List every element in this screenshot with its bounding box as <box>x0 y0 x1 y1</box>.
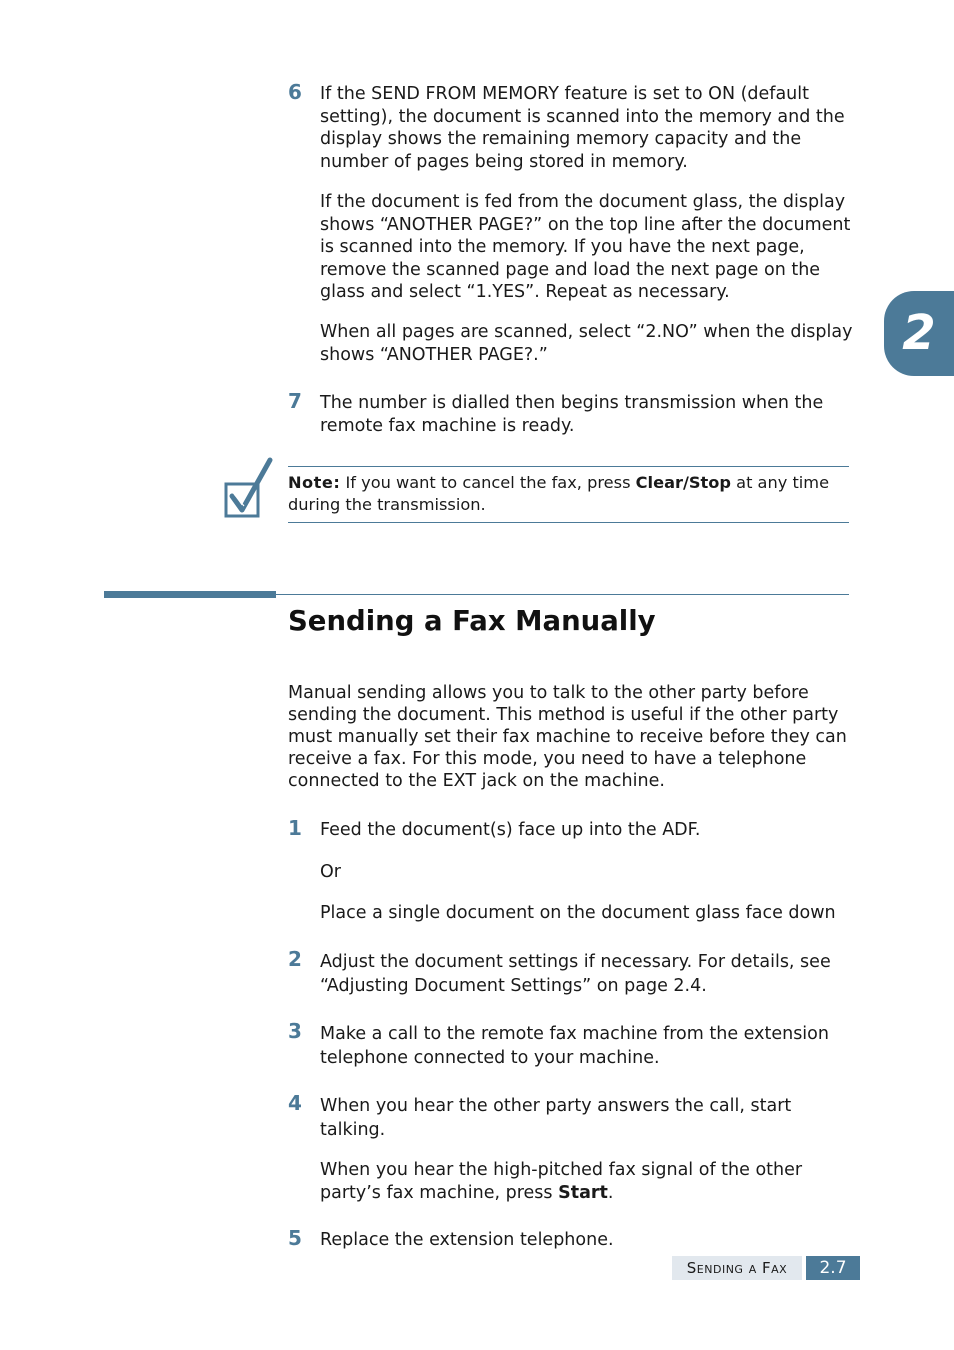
step-1-paragraph-3: Place a single document on the document glass face down <box>320 903 836 923</box>
note-text <box>288 472 848 515</box>
step-number-1: 1 <box>288 816 302 840</box>
step-3-paragraph-1: Make a call to the remote fax machine from the extension telephone connected to your machine. <box>320 1024 829 1068</box>
chapter-tab: 2 <box>884 291 954 376</box>
section-title: Sending a Fax Manually <box>288 605 656 637</box>
step-4-paragraph-2 <box>320 1159 860 1204</box>
footer-section-label <box>672 1256 802 1280</box>
footer-page-number: 2.7 <box>806 1256 860 1280</box>
note-bottom-rule <box>288 522 849 523</box>
note-top-rule <box>288 466 849 467</box>
step-6-paragraph-2: If the document is fed from the document glass, the display shows “ANOTHER PAGE?” on the top line after the document is scanned into the memory. If you have the next page, remove the scanned page and load the next page on the glass and select “1.YES”. Repeat as necessary. <box>320 192 851 302</box>
step-7-paragraph-1: The number is dialled then begins transmission when the remote fax machine is ready. <box>320 393 824 436</box>
step-number-2: 2 <box>288 947 302 971</box>
note-text-before: If you want to cancel the fax, press <box>340 473 636 492</box>
step-6-paragraph-1: If the SEND FROM MEMORY feature is set to ON (default setting), the document is scanned into the memory and the display shows the remaining memory capacity and the number of pages being stored in memory. <box>320 84 845 172</box>
step-number-6: 6 <box>288 80 302 104</box>
step-number-4: 4 <box>288 1091 302 1115</box>
section-bar-thick <box>104 591 276 598</box>
footer-section-text: Sending a Fax <box>686 1259 788 1277</box>
step-1-paragraph-2: Or <box>320 862 341 882</box>
step-number-3: 3 <box>288 1019 302 1043</box>
note-text-after: at any time during the transmission. <box>288 473 830 514</box>
checkmark-note-icon <box>222 456 276 522</box>
step-number-5: 5 <box>288 1226 302 1250</box>
step-1-paragraph-1: Feed the document(s) face up into the ADF. <box>320 820 701 840</box>
step-4-paragraph-1: When you hear the other party answers the call, start talking. <box>320 1096 792 1140</box>
step-5-paragraph-1: Replace the extension telephone. <box>320 1230 614 1250</box>
note-clear-stop: Clear/Stop <box>635 473 731 492</box>
section-bar-thin <box>276 594 849 595</box>
step-6-paragraph-3: When all pages are scanned, select “2.NO” when the display shows “ANOTHER PAGE?.” <box>320 322 853 365</box>
step-number-7: 7 <box>288 389 302 413</box>
note-label: Note: <box>288 473 341 492</box>
step-2-paragraph-1: Adjust the document settings if necessary. For details, see “Adjusting Document Settings” on page 2.4. <box>320 952 831 996</box>
section-intro: Manual sending allows you to talk to the other party before sending the document. This method is useful if the other party must manually set their fax machine to receive before they can receive a fax. For this mode, you need to have a telephone connected to the EXT jack on the machine. <box>288 683 847 791</box>
step-4-start: Start <box>558 1182 608 1203</box>
step-4-text-after: . <box>607 1182 614 1203</box>
step-4-text-before: When you hear the high-pitched fax signal of the other party’s fax machine, press <box>320 1160 803 1203</box>
